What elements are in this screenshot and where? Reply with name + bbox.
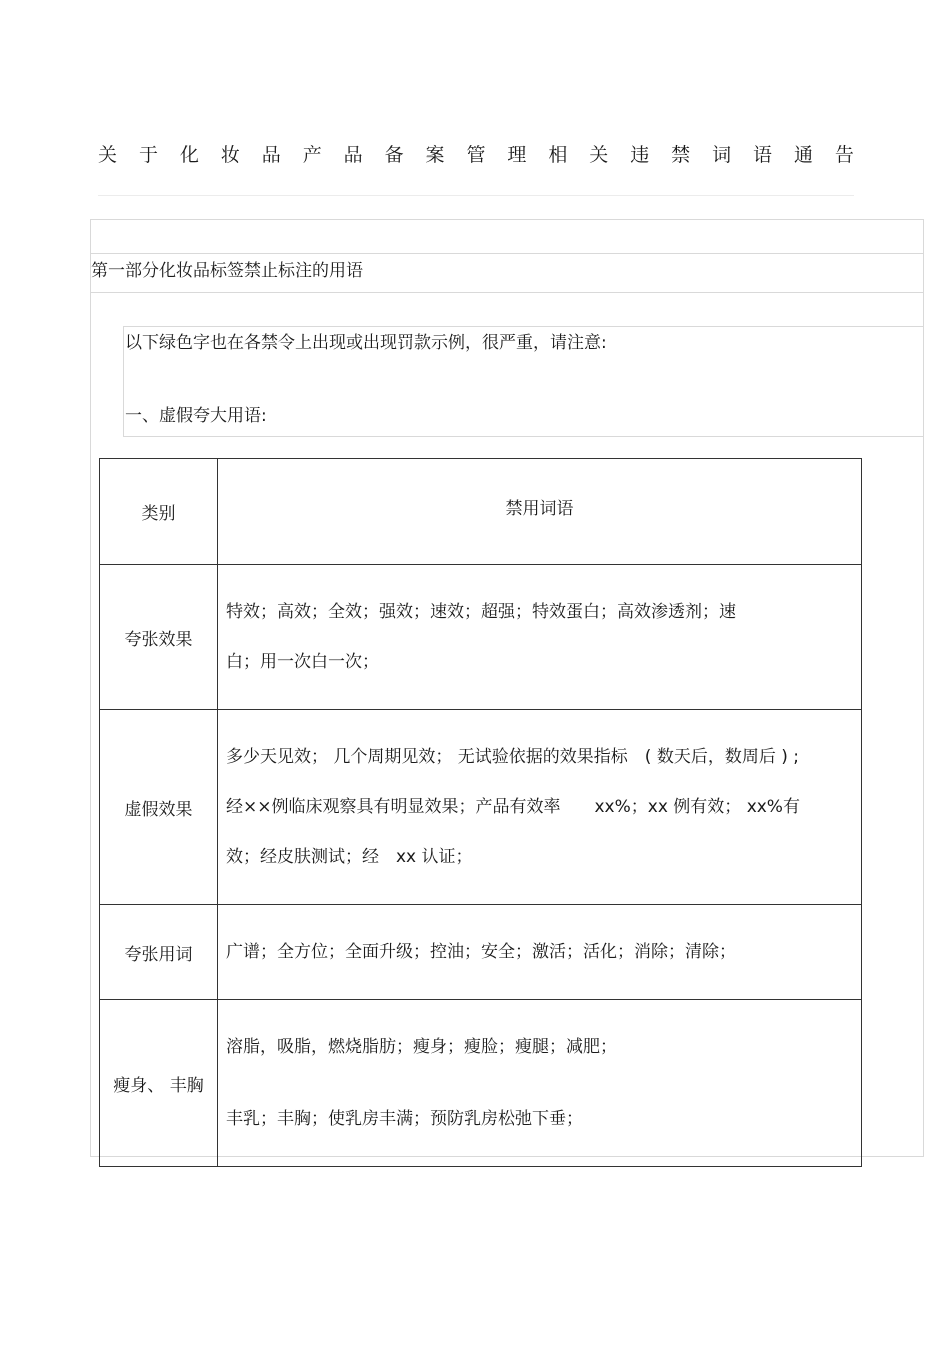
banned-words-table <box>99 458 862 1167</box>
title-char: 理 <box>507 144 527 166</box>
title-char: 化 <box>179 144 199 166</box>
row-category: 瘦身、 丰胸 <box>100 1000 218 1167</box>
title-char: 词 <box>712 144 732 166</box>
term-line: 多少天见效； 几个周期见效； 无试验依据的效果指标 ( 数天后，数周后 ) ; <box>226 747 800 767</box>
section-heading: 一、虚假夸大用语: <box>125 406 267 426</box>
row-terms <box>218 905 862 1000</box>
title-char: 案 <box>425 144 445 166</box>
row-category: 虚假效果 <box>100 710 218 905</box>
row-category: 夸张用词 <box>100 905 218 1000</box>
table-row <box>100 905 862 1000</box>
table-header-row <box>100 459 862 565</box>
term-line: 溶脂，吸脂，燃烧脂肪；瘦身；瘦脸；瘦腿；减肥； <box>226 1037 617 1057</box>
title-char: 语 <box>753 144 773 166</box>
term-line: 白；用一次白一次； <box>226 652 379 672</box>
title-char: 违 <box>630 144 650 166</box>
title-char: 通 <box>793 144 813 166</box>
title-char: 于 <box>138 144 158 166</box>
table-row <box>100 710 862 905</box>
title-char: 品 <box>343 144 363 166</box>
title-char: 妆 <box>220 144 240 166</box>
term-line: 特效；高效；全效；强效；速效；超强；特效蛋白；高效渗透剂；速 <box>226 602 736 622</box>
term-line: 广谱；全方位；全面升级；控油；安全；激活；活化；消除；清除； <box>226 942 736 962</box>
row-category: 夸张效果 <box>100 565 218 710</box>
column-header-words: 禁用词语 <box>218 459 862 565</box>
title-char: 品 <box>261 144 281 166</box>
row-terms <box>218 1000 862 1167</box>
row-terms <box>218 565 862 710</box>
title-char: 关 <box>589 144 609 166</box>
title-char: 产 <box>302 144 322 166</box>
warning-note: 以下绿色字也在各禁令上出现或出现罚款示例，很严重，请注意: <box>125 333 607 353</box>
title-char: 备 <box>384 144 404 166</box>
title-char: 关 <box>98 144 118 166</box>
column-header-category: 类别 <box>100 459 218 565</box>
title-char: 禁 <box>671 144 691 166</box>
part-heading: 第一部分化妆品标签禁止标注的用语 <box>91 261 363 281</box>
term-line: 经××例临床观察具有明显效果；产品有效率 xx%；xx 例有效； xx%有 <box>226 797 800 817</box>
row-terms <box>218 710 862 905</box>
title-divider <box>98 195 854 196</box>
table-row <box>100 1000 862 1167</box>
title-char: 相 <box>548 144 568 166</box>
frame-divider <box>90 253 924 254</box>
frame-divider <box>90 292 924 293</box>
table-row <box>100 565 862 710</box>
title-char: 管 <box>466 144 486 166</box>
title-char: 告 <box>834 144 854 166</box>
term-line: 效；经皮肤测试；经 xx 认证； <box>226 847 473 867</box>
document-title <box>98 140 854 167</box>
term-line: 丰乳；丰胸；使乳房丰满；预防乳房松弛下垂； <box>226 1109 583 1129</box>
